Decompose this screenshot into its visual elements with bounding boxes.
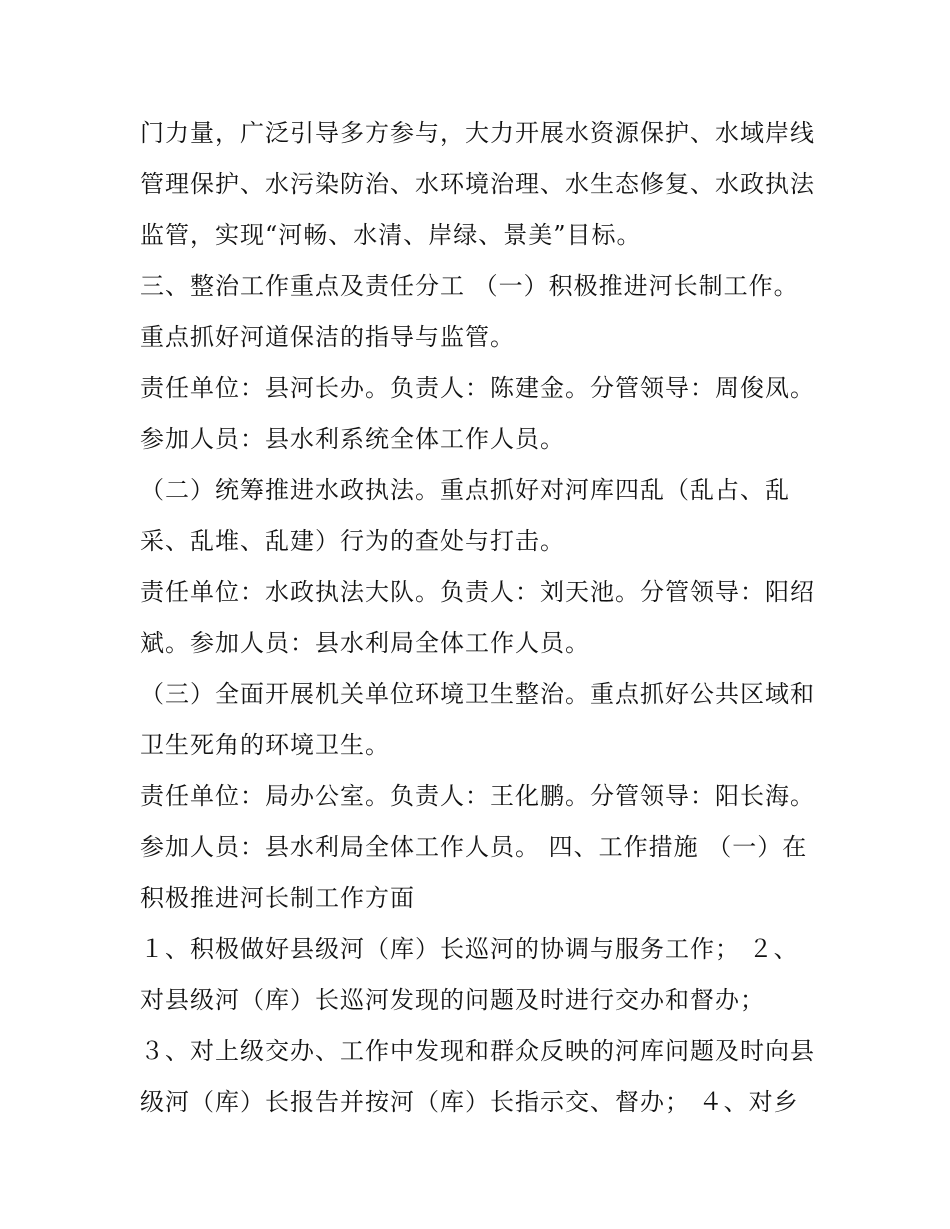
participants-line: 斌。参加人员：县水利局全体工作人员。 (140, 629, 590, 657)
text-line: 卫生死角的环境卫生。 (140, 731, 390, 759)
text-line: 重点抓好河道保洁的指导与监管。 (140, 323, 515, 351)
document-body (140, 108, 820, 1128)
participants-line: 参加人员：县水利局全体工作人员。 四、工作措施 （一）在 (140, 833, 808, 861)
list-item-line: １、积极做好县级河（库）长巡河的协调与服务工作； ２、 (140, 935, 799, 963)
responsibility-line: 责任单位：局办公室。负责人：王化鹏。分管领导：阳长海。 (140, 782, 815, 810)
text-line: 管理保护、水污染防治、水环境治理、水生态修复、水政执法 (140, 170, 815, 198)
list-item-line: ３、对上级交办、工作中发现和群众反映的河库问题及时向县 (140, 1037, 815, 1065)
list-item-line: 级河（库）长报告并按河（库）长指示交、督办； ４、对乡 (140, 1088, 799, 1116)
text-line: 积极推进河长制工作方面 (140, 884, 415, 912)
text-line: 门力量，广泛引导多方参与，大力开展水资源保护、水域岸线 (140, 119, 815, 147)
section-heading-line: 三、整治工作重点及责任分工 （一）积极推进河长制工作。 (140, 272, 799, 300)
text-line: （二）统筹推进水政执法。重点抓好对河库四乱（乱占、乱 (140, 476, 790, 504)
text-line: 监管，实现“河畅、水清、岸绿、景美”目标。 (140, 221, 642, 249)
list-item-line: 对县级河（库）长巡河发现的问题及时进行交办和督办； (140, 986, 765, 1014)
responsibility-line: 责任单位：县河长办。负责人：陈建金。分管领导：周俊凤。 (140, 374, 815, 402)
participants-line: 参加人员：县水利系统全体工作人员。 (140, 425, 565, 453)
text-line: （三）全面开展机关单位环境卫生整治。重点抓好公共区域和 (140, 680, 815, 708)
text-line: 采、乱堆、乱建）行为的查处与打击。 (140, 527, 565, 555)
responsibility-line: 责任单位：水政执法大队。负责人：刘天池。分管领导：阳绍 (140, 578, 815, 606)
